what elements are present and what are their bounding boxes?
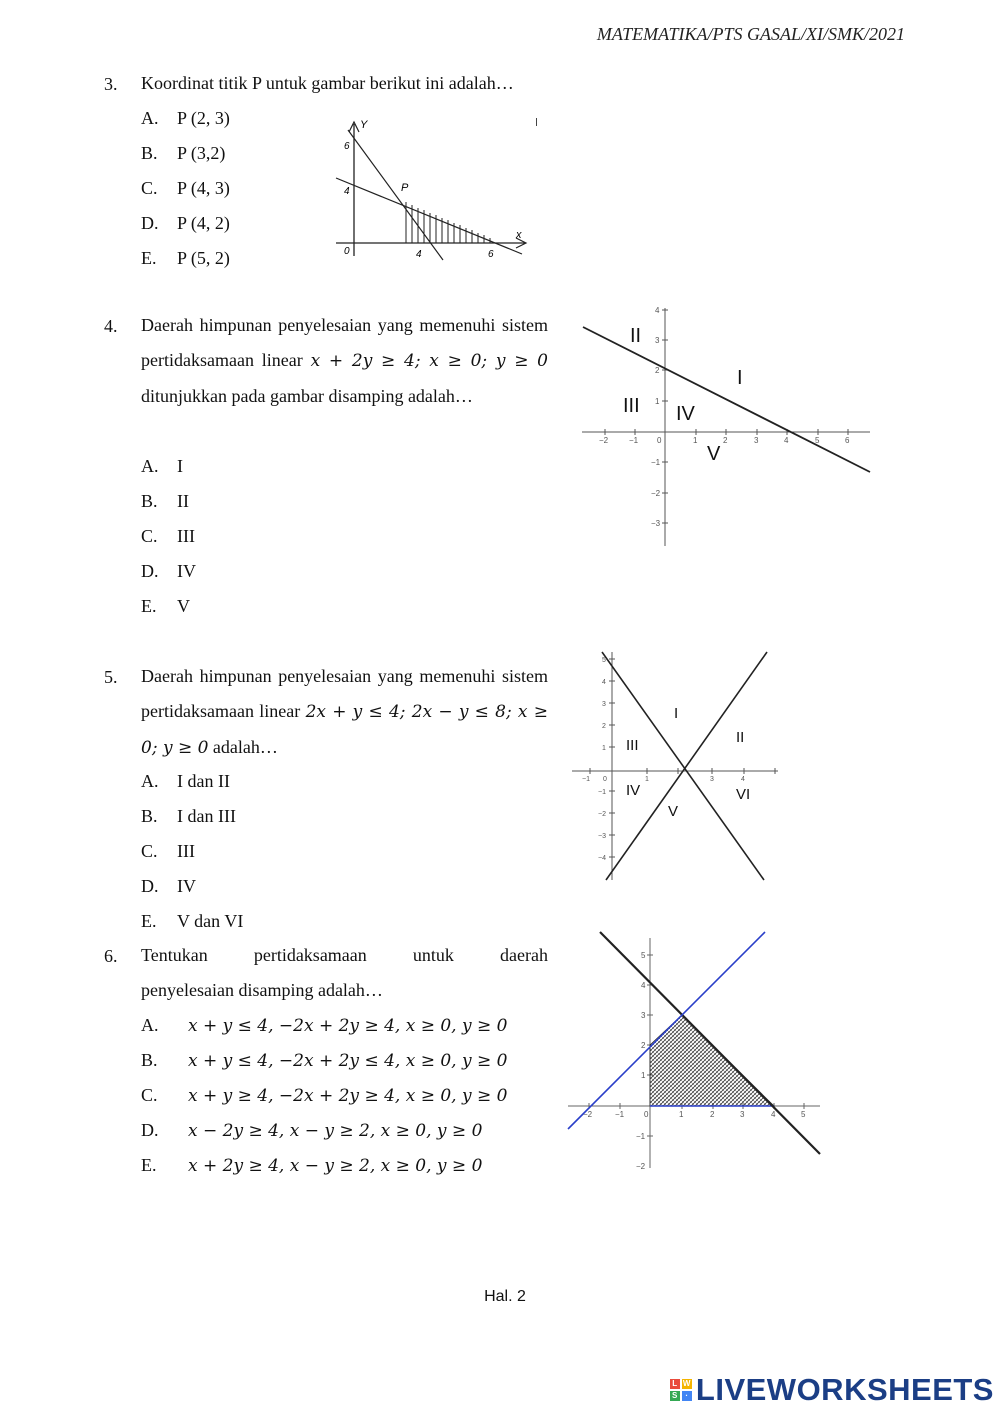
question-6-text-line2: penyelesaian disamping adalah…	[141, 980, 383, 1000]
region-IV: IV	[626, 782, 641, 799]
svg-text:1: 1	[655, 397, 660, 406]
question-4-number: 4.	[104, 316, 118, 336]
region-I: I	[737, 367, 743, 389]
option[interactable]: D. P (4, 2)	[141, 213, 230, 233]
page-number: Hal. 2	[484, 1288, 526, 1305]
question-5-text: Daerah himpunan penyelesaian yang memenuhi sistem pertidaksamaan linear 2x + y ≤ 4; 2x − y ≤ 8; x ≥ 0; y ≥ 0 adalah…	[141, 666, 548, 758]
svg-text:3: 3	[655, 336, 660, 345]
question-3-number: 3.	[104, 74, 118, 94]
svg-text:−2: −2	[598, 811, 606, 818]
option[interactable]: B. II	[141, 491, 189, 511]
svg-text:4: 4	[784, 436, 789, 445]
svg-text:1: 1	[645, 776, 649, 783]
question-3-graph	[330, 112, 545, 272]
region-II: II	[736, 729, 745, 746]
region-V: V	[668, 803, 679, 820]
option[interactable]: A. I dan II	[141, 771, 230, 791]
region-III: III	[623, 395, 640, 417]
y-tick-4: 4	[344, 186, 350, 197]
watermark-text: LIVEWORKSHEETS	[695, 1372, 994, 1407]
svg-text:−4: −4	[598, 855, 606, 862]
liveworksheets-watermark	[670, 1372, 994, 1408]
svg-text:6: 6	[845, 436, 850, 445]
option[interactable]: C. P (4, 3)	[141, 178, 230, 198]
x-axis-label: x	[516, 229, 522, 241]
stray-mark	[536, 118, 537, 126]
option[interactable]: A. x + y ≤ 4, −2x + 2y ≥ 4, x ≥ 0, y ≥ 0	[141, 1015, 508, 1036]
option[interactable]: B. x + y ≤ 4, −2x + 2y ≤ 4, x ≥ 0, y ≥ 0	[141, 1050, 508, 1071]
region-IV: IV	[676, 403, 695, 425]
region-I: I	[674, 705, 679, 722]
svg-text:3: 3	[641, 1011, 646, 1020]
option[interactable]: B. I dan III	[141, 806, 236, 826]
option[interactable]: A. P (2, 3)	[141, 108, 230, 128]
option[interactable]: D. x − 2y ≥ 4, x − y ≥ 2, x ≥ 0, y ≥ 0	[141, 1120, 483, 1141]
option[interactable]: C. x + y ≥ 4, −2x + 2y ≥ 4, x ≥ 0, y ≥ 0	[141, 1085, 508, 1106]
option[interactable]: E. x + 2y ≥ 4, x − y ≥ 2, x ≥ 0, y ≥ 0	[141, 1155, 483, 1176]
svg-text:5: 5	[641, 951, 646, 960]
svg-text:1: 1	[602, 745, 606, 752]
svg-text:2: 2	[602, 723, 606, 730]
svg-text:−3: −3	[598, 833, 606, 840]
svg-text:−1: −1	[598, 789, 606, 796]
option[interactable]: D. IV	[141, 876, 196, 896]
option[interactable]: A. I	[141, 456, 183, 476]
svg-text:−3: −3	[651, 519, 661, 528]
question-5-graph	[568, 650, 783, 882]
question-6-graph	[565, 928, 825, 1173]
question-5-options	[141, 764, 243, 939]
svg-text:2: 2	[710, 1110, 715, 1119]
question-4-options	[141, 449, 196, 624]
question-6-number: 6.	[104, 946, 118, 966]
y-axis-label: Y	[360, 119, 368, 131]
svg-text:4: 4	[602, 679, 606, 686]
question-4-text: Daerah himpunan penyelesaian yang memenuhi sistem pertidaksamaan linear x + 2y ≥ 4; x ≥ 0; y ≥ 0 ditunjukkan pada gambar disamping adalah…	[141, 315, 548, 406]
svg-text:−2: −2	[599, 436, 609, 445]
page-header: MATEMATIKA/PTS GASAL/XI/SMK/2021	[596, 24, 905, 44]
svg-text:−1: −1	[651, 458, 661, 467]
svg-text:2: 2	[641, 1041, 646, 1050]
svg-text:5: 5	[801, 1110, 806, 1119]
x-tick-6: 6	[488, 249, 494, 260]
question-3-options	[141, 101, 230, 276]
svg-text:−2: −2	[651, 489, 661, 498]
svg-text:0: 0	[603, 776, 607, 783]
region-V: V	[707, 443, 721, 465]
liveworksheets-logo-icon: L W S ·	[670, 1379, 692, 1401]
option[interactable]: E. V dan VI	[141, 911, 244, 931]
svg-text:−1: −1	[629, 436, 639, 445]
svg-text:−1: −1	[615, 1110, 625, 1119]
option[interactable]: E. V	[141, 596, 190, 616]
svg-text:4: 4	[771, 1110, 776, 1119]
x-tick-4: 4	[416, 249, 422, 260]
point-p-label: P	[401, 182, 409, 194]
svg-text:1: 1	[641, 1071, 646, 1080]
svg-text:1: 1	[679, 1110, 684, 1119]
option[interactable]: E. P (5, 2)	[141, 248, 230, 268]
svg-text:−2: −2	[636, 1162, 646, 1171]
option[interactable]: B. P (3,2)	[141, 143, 226, 163]
svg-text:2: 2	[655, 366, 660, 375]
svg-text:4: 4	[741, 776, 745, 783]
svg-text:4: 4	[641, 981, 646, 990]
region-II: II	[630, 325, 642, 347]
svg-text:0: 0	[657, 436, 662, 445]
origin-tick: 0	[344, 246, 350, 257]
region-III: III	[626, 737, 639, 754]
option[interactable]: D. IV	[141, 561, 196, 581]
svg-text:−2: −2	[583, 1110, 593, 1119]
svg-text:−1: −1	[636, 1132, 646, 1141]
option[interactable]: C. III	[141, 526, 195, 546]
option[interactable]: C. III	[141, 841, 195, 861]
svg-text:3: 3	[754, 436, 759, 445]
svg-text:3: 3	[710, 776, 714, 783]
svg-text:5: 5	[602, 657, 606, 664]
y-tick-6: 6	[344, 141, 350, 152]
svg-text:1: 1	[693, 436, 698, 445]
svg-text:2: 2	[723, 436, 728, 445]
svg-text:−1: −1	[582, 776, 590, 783]
svg-text:5: 5	[815, 436, 820, 445]
svg-text:3: 3	[740, 1110, 745, 1119]
question-3-text: Koordinat titik P untuk gambar berikut ini adalah…	[141, 73, 514, 93]
question-4-graph	[575, 300, 875, 550]
svg-text:3: 3	[602, 701, 606, 708]
svg-text:0: 0	[644, 1110, 649, 1119]
question-5-number: 5.	[104, 667, 118, 687]
question-6-text-line1: Tentukan pertidaksamaan untuk daerah	[141, 945, 548, 965]
region-VI: VI	[736, 786, 751, 803]
svg-text:4: 4	[655, 306, 660, 315]
question-6-options	[141, 1008, 507, 1183]
